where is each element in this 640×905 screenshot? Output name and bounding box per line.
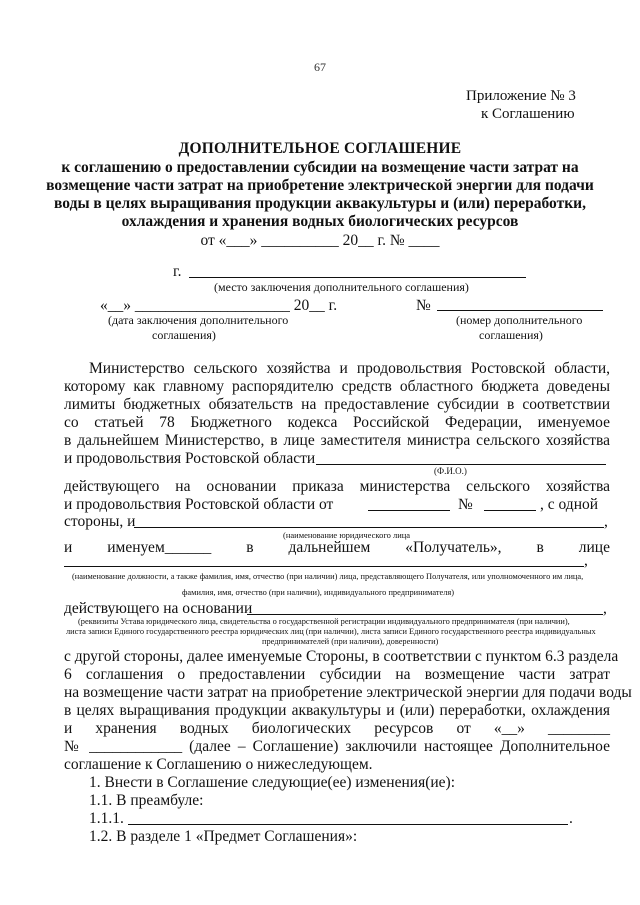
basis-line-end: ,: [603, 600, 607, 617]
subtitle-line: воды в целях выращивания продукции аквакультуры и (или) переработки,: [54, 195, 586, 212]
parties-line-end: ,: [604, 513, 608, 530]
legal-entity-caption: (наименование юридического лица: [283, 530, 411, 540]
body-line: и хранения водных биологических ресурсов от «__» ________: [64, 720, 610, 737]
body-line: с другой стороны, далее именуемые Стороны, в соответствии с пунктом 6.3 раздела: [64, 648, 619, 665]
agreement-date: «__» ____________________ 20__ г.: [100, 297, 338, 314]
date-caption: (дата заключения дополнительного: [108, 313, 289, 327]
item-1-1-1: 1.1.1.: [89, 810, 124, 827]
document-title: ДОПОЛНИТЕЛЬНОЕ СОГЛАШЕНИЕ: [178, 140, 462, 157]
recipient-word: дальнейшем: [288, 539, 371, 556]
representative-line-end: ,: [584, 552, 588, 569]
item-1: 1. Внести в Соглашение следующие(ее) изменения(ие):: [89, 774, 456, 791]
order-number-blank: [484, 510, 536, 511]
recipient-word: «Получатель»,: [405, 539, 502, 556]
parties-line: стороны, и: [64, 513, 136, 530]
subtitle-line: к соглашению о предоставлении субсидии на возмещение части затрат на: [61, 159, 579, 176]
body-line: Министерство сельского хозяйства и продовольствия Ростовской области,: [89, 360, 610, 377]
appendix-reference: к Соглашению: [481, 106, 575, 122]
item-1-2: 1.2. В разделе 1 «Предмет Соглашения»:: [89, 828, 358, 845]
order-date-blank: [368, 510, 450, 511]
recipient-word: и: [64, 539, 73, 556]
body-line: соглашение к Соглашению о нижеследующем.: [64, 756, 373, 773]
order-line-text: и продовольствия Ростовской области от: [64, 496, 334, 513]
subtitle-line: возмещение части затрат на приобретение электрической энергии для подачи: [46, 177, 594, 194]
body-line: № ____________ (далее – Соглашение) заключили настоящее Дополнительное: [64, 738, 610, 755]
page-number: 67: [314, 60, 326, 74]
recipient-word: лице: [578, 539, 610, 556]
dated-line: от «___» __________ 20__ г. № ____: [200, 232, 440, 249]
body-line: в дальнейшем Министерство, в лице заместителя министра сельского хозяйства: [64, 432, 610, 449]
body-line: действующего на основании приказа министерства сельского хозяйства: [64, 478, 610, 495]
fio-caption: (Ф.И.О.): [434, 466, 467, 476]
body-line: на возмещение части затрат на приобретение электрической энергии для подачи воды: [64, 684, 632, 701]
body-line: 6 соглашения о предоставлении субсидии на возмещение части затрат: [64, 666, 610, 683]
basis-caption: предпринимателей (при наличии), доверенности): [262, 637, 439, 646]
number-prefix: №: [416, 297, 431, 314]
item-1-1-1-blank: [128, 824, 568, 825]
recipient-name-blank: [134, 527, 604, 528]
number-caption: соглашения): [479, 328, 543, 342]
basis-caption: (реквизиты Устава юридического лица, свидетельства о государственной регистрации индивидуального предпринимателя (при наличии),: [78, 617, 570, 626]
basis-caption: листа записи Единого государственного реестра юридических лиц (при наличии), листа записи Единого государственного реестра индивидуальных: [66, 627, 596, 636]
place-caption: (место заключения дополнительного соглашения): [214, 280, 469, 294]
recipient-line: [64, 539, 610, 557]
body-line: которому как главному распорядителю средств областного бюджета доведены: [64, 378, 610, 395]
appendix-label: Приложение № 3: [466, 88, 576, 104]
item-1-1: 1.1. В преамбуле:: [89, 792, 204, 809]
body-line: и продовольствия Ростовской области: [64, 450, 316, 467]
body-line: в целях выращивания продукции аквакультуры и (или) переработки, охлаждения: [64, 702, 610, 719]
number-caption: (номер дополнительного: [456, 313, 583, 327]
body-line: лимиты бюджетных обязательств на предоставление субсидии в соответствии: [64, 396, 610, 413]
representative-blank: [64, 566, 584, 567]
body-line: со статьей 78 Бюджетного кодекса Российской Федерации, именуемое: [64, 414, 610, 431]
order-number-prefix: №: [458, 496, 473, 513]
subtitle-line: охлаждения и хранения водных биологических ресурсов: [121, 213, 519, 230]
basis-blank: [247, 614, 603, 615]
order-line-end: , с одной: [540, 496, 599, 513]
place-prefix: г.: [173, 263, 182, 280]
recipient-word: в: [536, 539, 544, 556]
representative-caption: фамилия, имя, отчество (при наличии), индивидуального предпринимателя): [182, 588, 455, 597]
date-caption: соглашения): [152, 328, 216, 342]
place-blank: [189, 277, 526, 278]
number-blank: [437, 310, 603, 311]
recipient-word: именуем______: [107, 539, 212, 556]
recipient-word: в: [246, 539, 254, 556]
representative-caption: (наименование должности, а также фамилия, имя, отчество (при наличии) лица, представляющего Получателя, или уполномоченного им лица,: [72, 572, 584, 581]
item-1-1-1-end: .: [569, 810, 573, 827]
fio-blank: [316, 464, 606, 465]
basis-line: действующего на основании: [64, 600, 253, 617]
